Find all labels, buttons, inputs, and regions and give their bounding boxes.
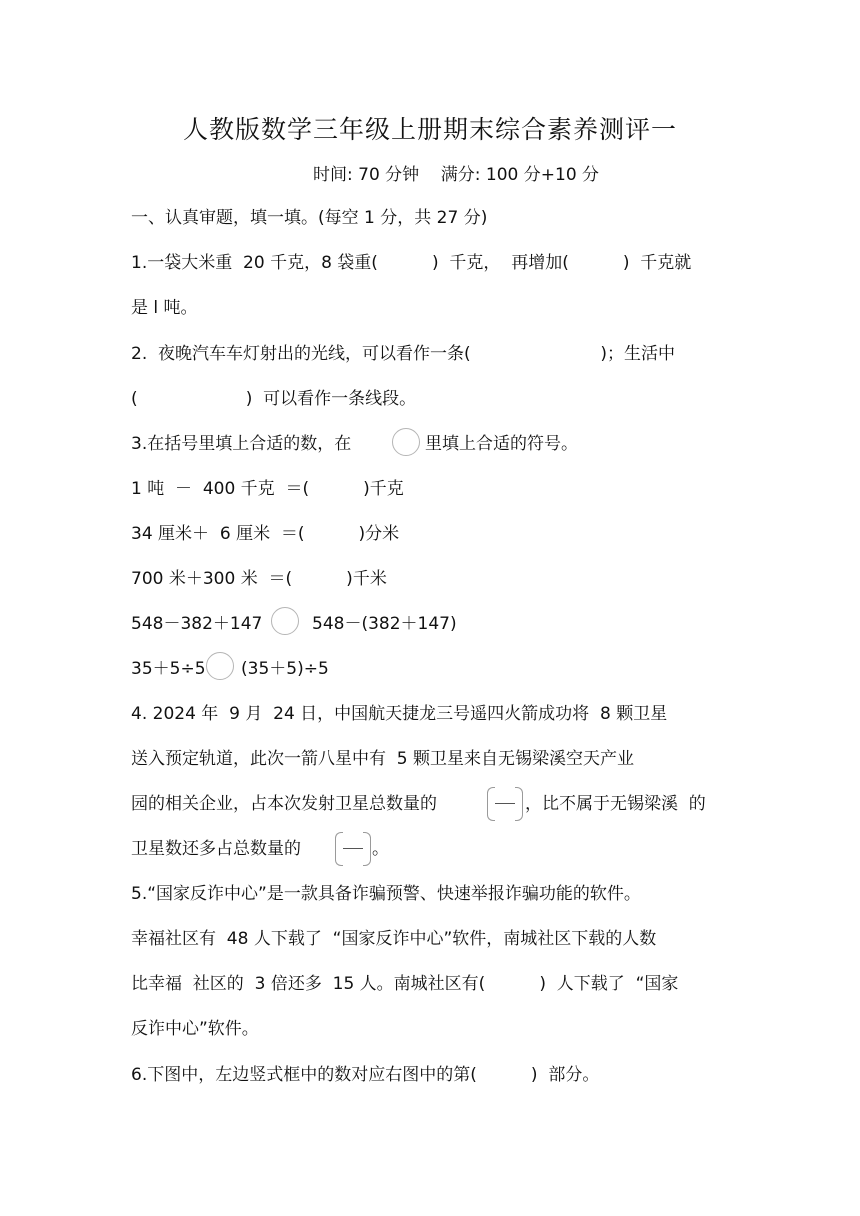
question-6-line-1: 6.下图中，左边竖式框中的数对应右图中的第( ) 部分。 <box>131 1065 600 1085</box>
question-4-line-3-a: 园的相关企业，占本次发射卫星总数量的 <box>131 794 437 814</box>
question-5-line-2: 幸福社区有 48 人下载了 “国家反诈中心”软件，南城社区下载的人数 <box>131 929 657 949</box>
compare-circle-icon <box>206 652 234 680</box>
question-3-item-4-left: 548－382＋147 <box>131 614 263 634</box>
question-3-intro-b: 里填上合适的符号。 <box>425 434 578 454</box>
page-title: 人教版数学三年级上册期末综合素养测评一 <box>182 115 677 144</box>
question-3-item-1: 1 吨 － 400 千克 ＝( )千克 <box>131 479 404 499</box>
question-1-line-1: 1.一袋大米重 20 千克，8 袋重( ) 千克， 再增加( ) 千克就 <box>131 253 692 273</box>
question-3-item-4-right: 548－(382＋147) <box>312 614 457 634</box>
question-3-item-3: 700 米＋300 米 ＝( )千米 <box>131 569 387 589</box>
question-4-line-1: 4. 2024 年 9 月 24 日，中国航天捷龙三号遥四火箭成功将 8 颗卫星 <box>131 704 668 724</box>
question-4-line-4-a: 卫星数还多占总数量的 <box>131 839 301 859</box>
question-2-line-1: 2. 夜晚汽车车灯射出的光线，可以看作一条( )；生活中 <box>131 344 675 364</box>
question-3-item-5-right: (35＋5)÷5 <box>241 659 329 679</box>
question-5-line-1: 5.“国家反诈中心”是一款具备诈骗预警、快速举报诈骗功能的软件。 <box>131 884 641 904</box>
question-5-line-4: 反诈中心”软件。 <box>131 1019 259 1039</box>
question-4-line-4-b: 。 <box>372 839 389 859</box>
compare-circle-icon <box>271 607 299 635</box>
question-2-line-2: ( ) 可以看作一条线段。 <box>131 389 417 409</box>
section-heading: 一、认真审题，填一填。(每空 1 分，共 27 分) <box>131 208 488 228</box>
fraction-blank-icon <box>487 787 523 821</box>
question-5-line-3: 比幸福 社区的 3 倍还多 15 人。南城社区有( ) 人下载了 “国家 <box>131 974 679 994</box>
fraction-blank-icon <box>335 832 371 866</box>
question-3-item-5-left: 35＋5÷5 <box>131 659 206 679</box>
question-3-intro-a: 3.在括号里填上合适的数，在 <box>131 434 352 454</box>
compare-circle-icon <box>392 428 420 456</box>
exam-time-score: 时间: 70 分钟 满分: 100 分+10 分 <box>313 165 600 185</box>
question-4-line-3-b: ，比不属于无锡梁溪 的 <box>525 794 706 814</box>
question-1-line-2: 是 l 吨。 <box>131 298 198 318</box>
question-4-line-2: 送入预定轨道，此次一箭八星中有 5 颗卫星来自无锡梁溪空天产业 <box>131 749 635 769</box>
question-3-item-2: 34 厘米＋ 6 厘米 ＝( )分米 <box>131 524 400 544</box>
